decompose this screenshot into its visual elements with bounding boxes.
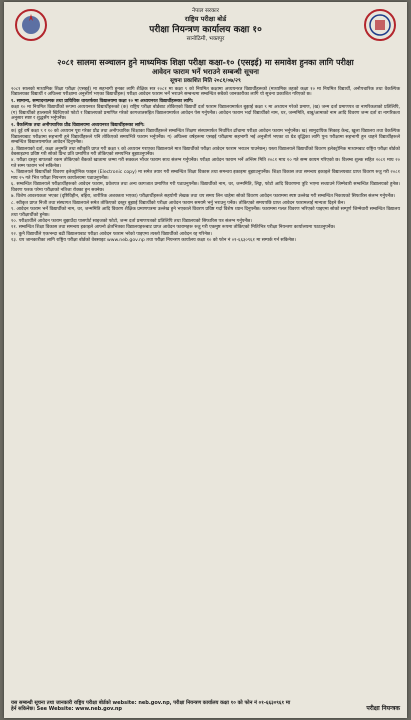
paragraph-1: कक्षा १० मा नियमित विद्यार्थीको रूपमा अध्ययनरत विद्यार्थीहरूको (क) राष्ट्रिय परीक्षा बोर्डबाट तोकिएको विद्यार्थी दर्ता फाराम विद्यालयमार्फत बुझाई कक्षा ९ मा अध्ययन गरेको प्रमाण, (ख) जन्म दर्ता प्रमाणपत्र वा नागरिकताको प्रतिलिपि, (ग) विद्यार्थीको हालसालै खिचिएको फोटो र विद्यालयको प्रमाणित गरेको कागजातसहित विद्यालयमार्फत आवेदन पेस गर्नुपर्नेछ। आवेदन फाराम भर्दा विद्यार्थीको नाम, थर, जन्ममिति, बाबु/आमाको नाम आदि विवरण जन्म दर्ता वा नागरिकता अनुसार स्पष्ट र शुद्धसँग भर्नुपर्नेछ। bbox=[11, 105, 400, 122]
paragraph-11: ११. सम्बन्धित शिक्षा विकास तथा समन्वय इकाइले आफ्नो क्षेत्रभित्रका विद्यालयहरूबाट प्राप्त आवेदन फारामहरू रुजु गरी एकमुष्ट रूपमा तोकिएको मितिभित्र परीक्षा नियन्त्रण कार्यालयमा पठाउनुपर्नेछ। bbox=[11, 225, 336, 231]
section-heading-2: २. वैकल्पिक तथा अनौपचारिक प्रौढ विद्यालयमा अध्ययनरत विद्यार्थीहरूका लागि: bbox=[11, 122, 145, 128]
signature-title: परीक्षा नियन्त्रक bbox=[366, 705, 400, 712]
section-heading-1: १. सामान्य, सम्पादनात्मक तथा प्राविधिक धारतर्फका विद्यालयमा कक्षा १० मा अध्ययनरत विद्यार्थीहरूका लागि: bbox=[11, 98, 194, 104]
footer-website: हेर्न सकिनेछ। See Website: www.neb.gov.np bbox=[11, 706, 123, 712]
footer-note: यस सम्बन्धी सूचना तथा जानकारी राष्ट्रिय परीक्षा बोर्डको website: neb.gov.np, परीक्षा नियन्त्रण कार्यालय कक्षा १० को फोन नं ०१-६६३०९६१ मा bbox=[11, 700, 291, 706]
notice-document bbox=[4, 2, 407, 718]
header-line-office: परीक्षा नियन्त्रण कार्यालय कक्षा १० bbox=[149, 25, 262, 35]
header-line-government: नेपाल सरकार bbox=[192, 8, 219, 14]
document-header bbox=[4, 2, 407, 58]
paragraph-6: ६. सम्बन्धित विद्यालयले परीक्षार्थीहरूको आवेदन फाराम, प्रवेशपत्र तथा अन्य कागजात प्रमाणित गरी पठाउनुपर्नेछ। विद्यार्थीको नाम, थर, जन्ममिति, लिङ्ग, फोटो आदि विवरणमा त्रुटि भएमा सच्याउने जिम्मेवारी सम्बन्धित विद्यालयको हुनेछ। विवरण फरक परेमा परीक्षाको नतिजा रोक्का हुन सक्नेछ। bbox=[11, 182, 400, 193]
nepal-government-emblem-icon bbox=[14, 8, 48, 42]
notice-footer bbox=[11, 700, 400, 712]
paragraph-7: ७. विशेष आवश्यकता भएका (दृष्टिविहीन, बहिरा, शारीरिक अशक्तता भएका) परीक्षार्थीहरूले सहयोगी लेखक तथा थप समय लिन चाहेमा सोको विवरण आवेदन फाराममा स्पष्ट उल्लेख गरी सम्बन्धित निकायको सिफारिस संलग्न गर्नुपर्नेछ। bbox=[11, 194, 396, 200]
header-line-board: राष्ट्रिय परीक्षा बोर्ड bbox=[184, 15, 227, 23]
notice-publish-date: सूचना प्रकाशित मिति २०८१/०७/२९ bbox=[170, 78, 241, 84]
notice-title-line2: आवेदन फाराम भर्ने भराउने सम्बन्धी सूचना bbox=[152, 68, 259, 76]
paragraph-8: ८. स्वीकृत प्राप्त निजी तथा संस्थागत विद्यालयले समेत तोकिएको दस्तुर बुझाई विद्यार्थीको परीक्षा आवेदन फाराम समयमै भर्नु भराउनु पर्नेछ। तोकिएको समयपछि प्राप्त आवेदन फारामलाई मान्यता दिइने छैन। bbox=[11, 200, 346, 206]
paragraph-intro: २०८१ सालको माध्यमिक शिक्षा परीक्षा (एसइई) मा सहभागी हुनका लागि शैक्षिक सत्र २०८१ मा कक्षा ९ को नियमित कक्षामा अध्ययनरत विद्यार्थीहरूको (माध्यमिक तहको कक्षा १० मा नियमित विद्यार्थी, अनौपचारिक तथा वैकल्पिक विद्यालयका विद्यार्थी र अघिल्ला परीक्षामा अनुत्तीर्ण भएका विद्यार्थीहरू) परीक्षा आवेदन फाराम भर्ने भराउने सम्बन्धमा सम्बन्धित सबैको जानकारीका लागि यो सूचना प्रकाशित गरिएको छ। bbox=[11, 87, 400, 98]
paragraph-12: १२. कुनै विद्यार्थीले एकभन्दा बढी विद्यालयबाट परीक्षा आवेदन फाराम भरेको पाइएमा त्यस्तो विद्यार्थीको आवेदन रद्द गरिनेछ। bbox=[11, 231, 212, 237]
paragraph-2: क) दुई वर्षे कक्षा ९ र १० को अध्ययन पूरा गरेका प्रौढ तथा अनौपचारिक शिक्षाका विद्यार्थीहरूले सम्बन्धित शिक्षण संस्थामार्फत निर्धारित ढाँचामा परीक्षा आवेदन फाराम भर्नुपर्नेछ। ख) सामुदायिक सिकाइ केन्द्र, खुला विद्यालय तथा वैकल्पिक विद्यालयबाट परीक्षामा सहभागी हुने विद्यार्थीहरूले पनि तोकिएको समयभित्रै फाराम भर्नुपर्नेछ। ग) अघिल्ला वर्षहरूमा एसइई परीक्षामा सहभागी भई अनुत्तीर्ण भएका वा ग्रेड वृद्धिका लागि पुनः परीक्षामा सहभागी हुन चाहने विद्यार्थीहरूले सम्बन्धित विद्यालयमार्फत आवेदन दिनुपर्नेछ। bbox=[11, 129, 400, 146]
paragraph-9: ९. आवेदन फाराम भर्ने विद्यार्थीको नाम, थर, जन्ममिति आदि विवरण शैक्षिक प्रमाणपत्रमा उल्लेख हुने भएकाले विवरण प्रविष्ट गर्दा विशेष ध्यान दिनुपर्नेछ। फाराममा गलत विवरण भरिएको पाइएमा सोको सम्पूर्ण जिम्मेवारी सम्बन्धित विद्यालय तथा परीक्षार्थीको हुनेछ। bbox=[11, 207, 400, 218]
paragraph-13: १३. थप जानकारीका लागि राष्ट्रिय परीक्षा बोर्डको वेबसाइट www.neb.gov.np तथा परीक्षा नियन्त्रण कार्यालय कक्षा १० को फोन नं ०१-६६३०९६१ मा सम्पर्क गर्न सकिनेछ। bbox=[11, 238, 296, 244]
notice-title-block bbox=[4, 58, 407, 85]
notice-title-line1: २०८१ सालमा सञ्चालन हुने माध्यमिक शिक्षा परीक्षा कक्षा-१० (एसइई) मा समावेश हुनका लागि परीक्षा bbox=[57, 58, 354, 67]
exam-board-logo-icon bbox=[363, 8, 397, 42]
paragraph-10: १०. परीक्षार्थीले आवेदन फाराम बुझाउँदा पासपोर्ट साइजको फोटो, जन्म दर्ता प्रमाणपत्रको प्रतिलिपि तथा विद्यालयको सिफारिस पत्र संलग्न गर्नुपर्नेछ। bbox=[11, 218, 252, 224]
paragraph-4: ४. परीक्षा दस्तुर बापतको रकम तोकिएको बैंकको खातामा जम्मा गरी सक्कल भौचर फाराम साथ संलग्न गर्नुपर्नेछ। परीक्षा आवेदन फाराम भर्ने अन्तिम मिति २०८१ माघ १० गते सम्म कायम गरिएको छ। विलम्ब शुल्क सहित २०८१ माघ २० गते सम्म फाराम भर्न सकिनेछ। bbox=[11, 158, 400, 169]
header-line-address: सानोठिमी, भक्तपुर bbox=[186, 36, 225, 42]
paragraph-3: ३. विद्यालयको दर्ता, कक्षा अनुमति तथा स्वीकृति प्राप्त गरी कक्षा ९ को अध्ययन गराएका विद्यालयले मात्र विद्यार्थीको परीक्षा आवेदन फाराम भराउन पाउनेछन्। यस्ता विद्यालयले विद्यार्थीको विवरण इलेक्ट्रोनिक माध्यमबाट राष्ट्रिय परीक्षा बोर्डको वेबसाइटमा प्रविष्ट गरी सोको प्रिन्ट प्रति प्रमाणित गरी तोकिएको समयभित्र बुझाउनुपर्नेछ। bbox=[11, 146, 400, 157]
notice-body bbox=[4, 85, 407, 244]
paragraph-5: ५. विद्यालयले विद्यार्थीको विवरण इलेक्ट्रोनिक फाइल (Electronic copy) मा समेत तयार गरी सम्बन्धित शिक्षा विकास तथा समन्वय इकाइमा बुझाउनुपर्नेछ। शिक्षा विकास तथा समन्वय इकाइले विद्यालयबाट प्राप्त विवरण रुजु गरी २०८१ माघ २५ गते भित्र परीक्षा नियन्त्रण कार्यालयमा पठाउनुपर्नेछ। bbox=[11, 170, 400, 181]
